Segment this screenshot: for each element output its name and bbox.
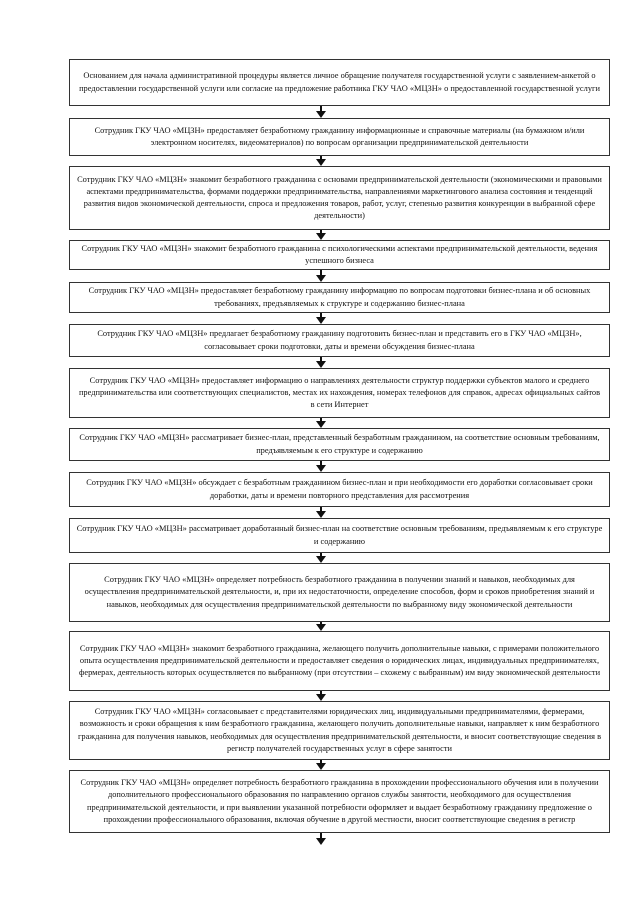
step-box-2: Сотрудник ГКУ ЧАО «МЦЗН» предоставляет безработному гражданину информационные и справочные материалы (на бумажном и/или электронном носителях, видеоматериалов) по вопросам организации предпринимательской деятельности — [69, 118, 610, 156]
arrow-3 — [316, 230, 326, 240]
arrow-1 — [316, 106, 326, 118]
step-box-14: Сотрудник ГКУ ЧАО «МЦЗН» определяет потребность безработного гражданина в прохождении профессионального обучения или в получении дополнительного профессионального образования по направлению органов службы занятости, необходимого для осуществления предпринимательской деятельности, и при выявлении указанной потребности оформляет и выдает безработному гражданину предложение о прохождении профессионального образования, включая обучение в другой местности, вносит соответствующие сведения в регистр — [69, 770, 610, 833]
step-box-13: Сотрудник ГКУ ЧАО «МЦЗН» согласовывает с представителями юридических лиц, индивидуальными предпринимателями, фермерами, возможность и сроки обращения к ним безработного гражданина, желающего получить дополнительные навыки, направляет к ним безработного гражданина для получения навыков, необходимых для осуществления предпринимательской деятельности, и вносит соответствующие сведения в регистр получателей государственных услуг в сфере занятости — [69, 701, 610, 760]
step-box-11: Сотрудник ГКУ ЧАО «МЦЗН» определяет потребность безработного гражданина в получении знаний и навыков, необходимых для осуществления предпринимательской деятельности, и, при их недостаточности, определение способов, форм и сроков приобретения знаний и навыков, необходимых для осуществления предпринимательской деятельности по выбранному виду экономической деятельности — [69, 563, 610, 622]
arrow-13 — [316, 760, 326, 770]
arrow-7 — [316, 418, 326, 428]
step-box-7: Сотрудник ГКУ ЧАО «МЦЗН» предоставляет информацию о направлениях деятельности структур поддержки субъектов малого и среднего предпринимательства или соответствующих специалистов, местах их нахождения, номерах телефонов для справок, адресах официальных сайтов в сети Интернет — [69, 368, 610, 418]
arrow-10 — [316, 553, 326, 563]
arrow-12 — [316, 691, 326, 701]
arrow-2 — [316, 156, 326, 166]
step-box-1: Основанием для начала административной процедуры является личное обращение получателя государственной услуги с заявлением-анкетой о предоставлении государственной услуги или согласие на предложение работника ГКУ ЧАО «МЦЗН» о предоставленной государственной услуги — [69, 59, 610, 106]
step-box-4: Сотрудник ГКУ ЧАО «МЦЗН» знакомит безработного гражданина с психологическими аспектами предпринимательской деятельности, ведения успешного бизнеса — [69, 240, 610, 270]
step-box-6: Сотрудник ГКУ ЧАО «МЦЗН» предлагает безработному гражданину подготовить бизнес-план и представить его в ГКУ ЧАО «МЦЗН», согласовывает сроки подготовки, даты и времени обсуждения бизнес-плана — [69, 324, 610, 357]
step-box-10: Сотрудник ГКУ ЧАО «МЦЗН» рассматривает доработанный бизнес-план на соответствие основным требованиям, предъявляемым к его структуре и содержанию — [69, 518, 610, 553]
step-box-5: Сотрудник ГКУ ЧАО «МЦЗН» предоставляет безработному гражданину информацию по вопросам подготовки бизнес-плана и об основных требованиях, предъявляемых к структуре и содержанию бизнес-плана — [69, 282, 610, 313]
step-box-9: Сотрудник ГКУ ЧАО «МЦЗН» обсуждает с безработным гражданином бизнес-план и при необходимости его доработки согласовывает сроки доработки, даты и времени повторного представления для рассмотрения — [69, 472, 610, 507]
step-box-8: Сотрудник ГКУ ЧАО «МЦЗН» рассматривает бизнес-план, представленный безработным гражданином, на соответствие основным требованиям, предъявляемым к его структуре и содержанию — [69, 428, 610, 461]
arrow-9 — [316, 507, 326, 518]
arrow-11 — [316, 622, 326, 631]
step-box-12: Сотрудник ГКУ ЧАО «МЦЗН» знакомит безработного гражданина, желающего получить дополнительные навыки, с примерами положительного опыта осуществления предпринимательской деятельности и предоставляет сведения о юридических лицах, индивидуальных предпринимателях, фермерах, деятельность которых осуществляется по выбранному (при отсутствии – схожему с выбранным) им виду экономической деятельности — [69, 631, 610, 691]
arrow-5 — [316, 313, 326, 324]
step-box-3: Сотрудник ГКУ ЧАО «МЦЗН» знакомит безработного гражданина с основами предпринимательской деятельности (экономическими и правовыми аспектами предпринимательства, формами поддержки предпринимательства, направлениями маркетингового анализа состояния и тенденций развития видов экономической деятельности, спроса и предложения товаров, работ, услуг, степенью развития конкуренции в выбранной сфере деятельности) — [69, 166, 610, 230]
arrow-6 — [316, 357, 326, 368]
arrow-4 — [316, 270, 326, 282]
arrow-8 — [316, 461, 326, 472]
arrow-14 — [316, 833, 326, 845]
